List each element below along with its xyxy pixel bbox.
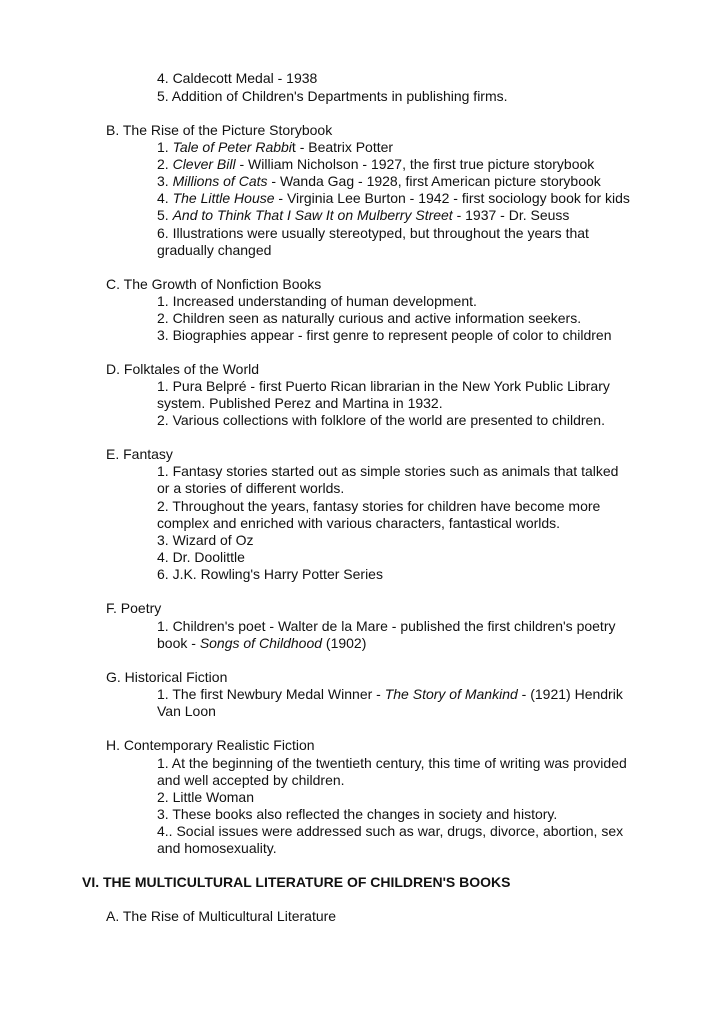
list-item: 2. Throughout the years, fantasy stories for children have become more — [157, 498, 601, 514]
list-item: 1. The first Newbury Medal Winner - The Story of Mankind - (1921) Hendrik — [157, 686, 623, 702]
section-heading-a: A. The Rise of Multicultural Literature — [106, 908, 337, 924]
list-item: 2. Clever Bill - William Nicholson - 1927, the first true picture storybook — [157, 156, 595, 172]
section-heading-d: D. Folktales of the World — [106, 361, 260, 377]
list-item: 1. Fantasy stories started out as simple stories such as animals that talked — [157, 463, 619, 479]
section-heading-h: H. Contemporary Realistic Fiction — [106, 737, 315, 753]
list-item: 4. The Little House - Virginia Lee Burton - 1942 - first sociology book for kids — [157, 190, 630, 206]
list-item-continuation: or a stories of different worlds. — [157, 480, 345, 496]
section-heading-e: E. Fantasy — [106, 446, 173, 462]
section-heading-c: C. The Growth of Nonfiction Books — [106, 276, 322, 292]
list-item: 6. Illustrations were usually stereotyped, but throughout the years that — [157, 225, 589, 241]
list-item: 4.. Social issues were addressed such as war, drugs, divorce, abortion, sex — [157, 823, 624, 839]
list-item-continuation: gradually changed — [157, 242, 272, 258]
list-item: 3. Wizard of Oz — [157, 532, 254, 548]
list-item-continuation: and well accepted by children. — [157, 772, 345, 788]
list-item: 1. Pura Belpré - first Puerto Rican librarian in the New York Public Library — [157, 378, 610, 394]
list-item: 4. Dr. Doolittle — [157, 549, 245, 565]
list-item: 2. Little Woman — [157, 789, 255, 805]
list-item-caldecott: 4. Caldecott Medal - 1938 — [157, 70, 318, 86]
list-item: 5. And to Think That I Saw It on Mulberry Street - 1937 - Dr. Seuss — [157, 207, 570, 223]
list-item-childrens-departments: 5. Addition of Children's Departments in publishing firms. — [157, 88, 508, 104]
list-item-continuation: and homosexuality. — [157, 840, 277, 856]
list-item: 1. Children's poet - Walter de la Mare - published the first children's poetry — [157, 618, 616, 634]
list-item-continuation: system. Published Perez and Martina in 1932. — [157, 395, 443, 411]
chapter-heading-vi: VI. THE MULTICULTURAL LITERATURE OF CHILDREN'S BOOKS — [82, 874, 511, 890]
section-heading-b: B. The Rise of the Picture Storybook — [106, 122, 333, 138]
list-item-continuation: book - Songs of Childhood (1902) — [157, 635, 367, 651]
list-item: 1. Increased understanding of human development. — [157, 293, 477, 309]
list-item: 3. Millions of Cats - Wanda Gag - 1928, first American picture storybook — [157, 173, 601, 189]
section-heading-f: F. Poetry — [106, 600, 162, 616]
list-item: 1. Tale of Peter Rabbit - Beatrix Potter — [157, 139, 394, 155]
list-item-continuation: complex and enriched with various characters, fantastical worlds. — [157, 515, 561, 531]
list-item: 3. These books also reflected the changes in society and history. — [157, 806, 558, 822]
list-item: 1. At the beginning of the twentieth century, this time of writing was provided — [157, 755, 627, 771]
list-item: 2. Various collections with folklore of the world are presented to children. — [157, 412, 605, 428]
list-item: 2. Children seen as naturally curious and active information seekers. — [157, 310, 582, 326]
list-item: 3. Biographies appear - first genre to represent people of color to children — [157, 327, 612, 343]
list-item: 6. J.K. Rowling's Harry Potter Series — [157, 566, 383, 582]
section-heading-g: G. Historical Fiction — [106, 669, 228, 685]
list-item-continuation: Van Loon — [157, 703, 216, 719]
